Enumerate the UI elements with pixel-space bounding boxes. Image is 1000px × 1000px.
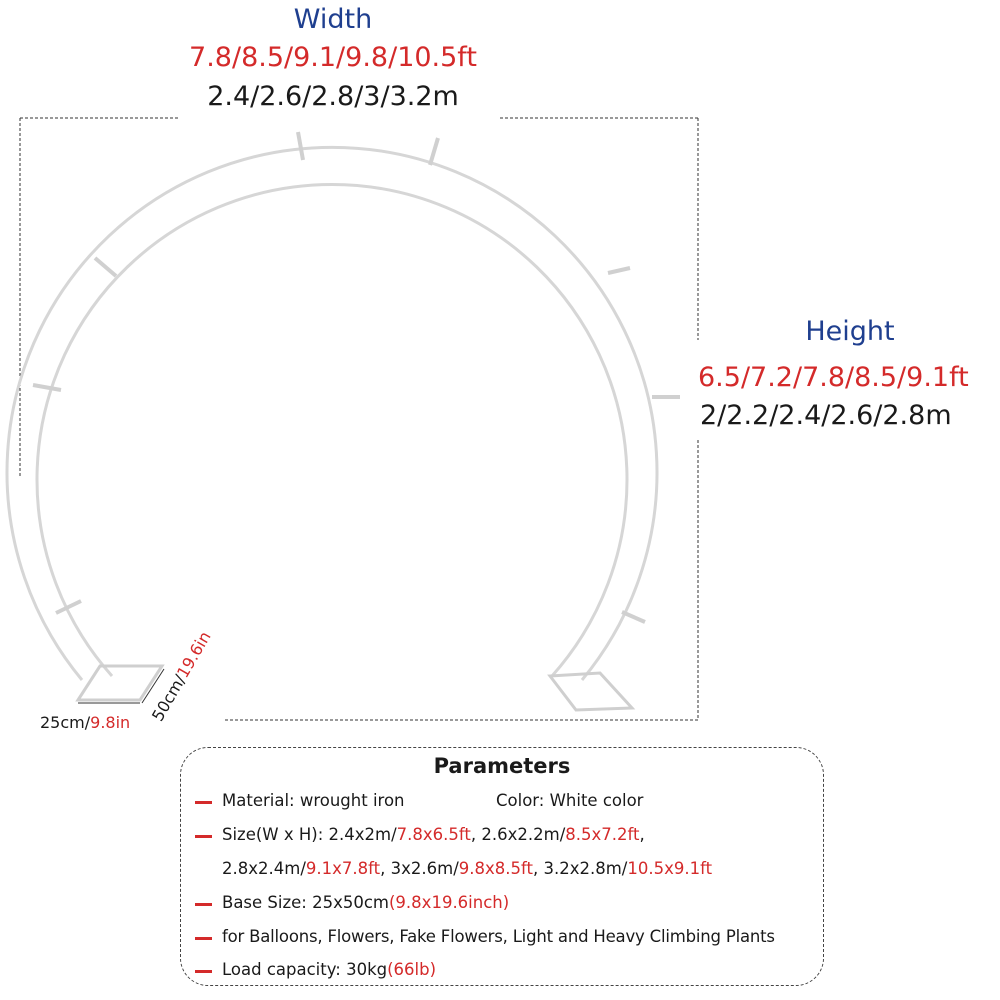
param-base-size bbox=[222, 893, 509, 912]
width-title: Width bbox=[293, 4, 373, 35]
size-prefix: Size(W x H): 2.4x2m/ bbox=[222, 825, 397, 844]
param-usage: for Balloons, Flowers, Fake Flowers, Light and Heavy Climbing Plants bbox=[222, 927, 775, 946]
base-size-text: Base Size: 25x50cm bbox=[222, 893, 389, 912]
bullet-dash bbox=[195, 835, 212, 838]
param-size-line-2 bbox=[222, 859, 712, 878]
base-width-metric: 25cm/ bbox=[40, 713, 91, 732]
size-1-ft: 7.8x6.5ft bbox=[396, 825, 471, 844]
arch-rung bbox=[33, 385, 61, 390]
base-depth-metric: 50cm/ bbox=[148, 671, 190, 725]
size-2-suffix: , bbox=[639, 825, 645, 844]
width-feet-values: 7.8/8.5/9.1/9.8/10.5ft bbox=[189, 42, 477, 73]
arch-inner-rail bbox=[37, 184, 627, 676]
right-base-plate bbox=[550, 673, 632, 710]
load-capacity-text: Load capacity: 30kg bbox=[222, 960, 388, 979]
param-material: Material: wrought iron bbox=[222, 791, 405, 810]
load-capacity-lb: (66lb) bbox=[387, 960, 437, 979]
base-dimension-lines bbox=[78, 669, 164, 703]
left-base-plate bbox=[78, 666, 162, 700]
arch-rung bbox=[608, 268, 630, 273]
width-meter-values: 2.4/2.6/2.8/3/3.2m bbox=[207, 81, 459, 112]
dimension-guides bbox=[20, 118, 698, 720]
arch-rung bbox=[622, 612, 645, 622]
bullet-dash bbox=[195, 801, 212, 804]
size-5-ft: 10.5x9.1ft bbox=[627, 859, 713, 878]
bullet-dash bbox=[195, 937, 212, 940]
base-size-inch: (9.8x19.6inch) bbox=[389, 893, 510, 912]
size-4-ft: 9.8x8.5ft bbox=[458, 859, 533, 878]
parameters-title: Parameters bbox=[433, 754, 571, 778]
param-load-capacity bbox=[222, 960, 436, 979]
param-color: Color: White color bbox=[496, 791, 644, 810]
bullet-dash bbox=[195, 970, 212, 973]
base-width-imperial: 9.8in bbox=[90, 713, 131, 732]
size-3-ft: 9.1x7.8ft bbox=[305, 859, 381, 878]
size-4-m: , 3x2.6m/ bbox=[380, 859, 459, 878]
size-5-m: , 3.2x2.8m/ bbox=[532, 859, 628, 878]
bullet-dash bbox=[195, 903, 212, 906]
arch-rung bbox=[430, 138, 438, 165]
height-feet-values: 6.5/7.2/7.8/8.5/9.1ft bbox=[698, 362, 969, 393]
arch-outer-rail bbox=[7, 147, 657, 680]
base-width-label bbox=[40, 713, 130, 732]
size-2-ft: 8.5x7.2ft bbox=[565, 825, 640, 844]
arch-rung bbox=[95, 258, 116, 276]
arch-rungs bbox=[33, 132, 680, 622]
size-3-m: 2.8x2.4m/ bbox=[222, 859, 306, 878]
size-2-m: , 2.6x2.2m/ bbox=[470, 825, 566, 844]
height-meter-values: 2/2.2/2.4/2.6/2.8m bbox=[700, 400, 952, 431]
height-title: Height bbox=[805, 316, 895, 347]
base-depth-imperial: 19.6in bbox=[173, 628, 215, 682]
arch-frame bbox=[7, 147, 657, 680]
arch-rung bbox=[298, 132, 303, 160]
param-size-line-1 bbox=[222, 825, 645, 844]
